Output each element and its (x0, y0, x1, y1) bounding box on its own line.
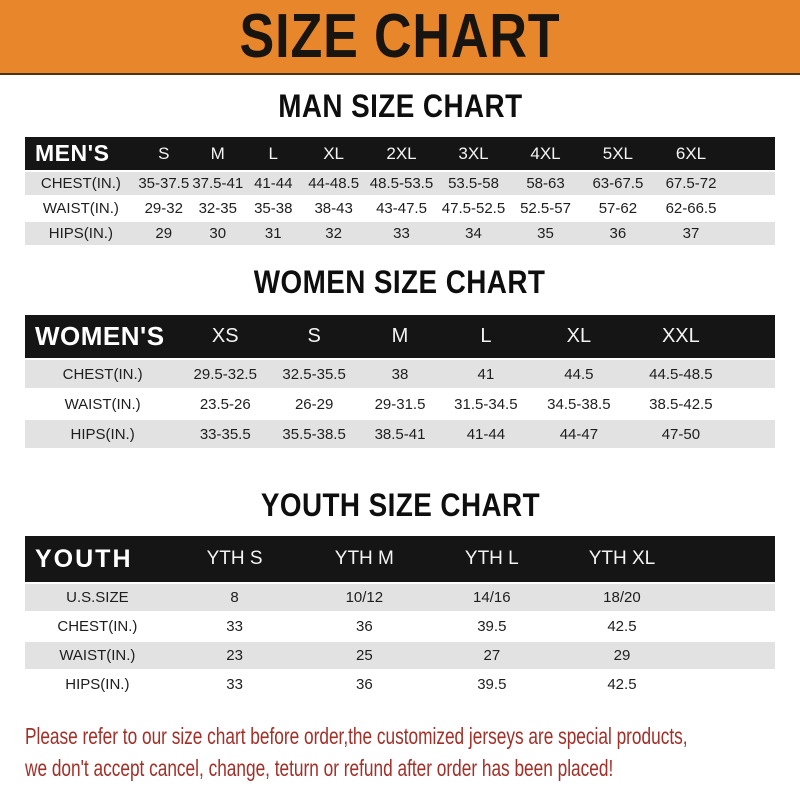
size-column-header: M (191, 137, 245, 171)
youth-size-chart-section (0, 486, 800, 700)
spacer-cell (689, 536, 775, 583)
footer-line-1 (25, 720, 775, 752)
size-value-cell: 29-32 (137, 196, 191, 221)
size-value-cell: 58-63 (510, 171, 582, 196)
youth-table-header-row (25, 536, 775, 583)
size-value-cell: 29.5-32.5 (180, 359, 270, 389)
table-row (25, 419, 775, 449)
size-value-cell: 33 (170, 670, 300, 699)
size-value-cell: 41 (442, 359, 530, 389)
men-section-heading-text: MAN SIZE CHART (277, 88, 523, 124)
size-value-cell: 31 (245, 221, 302, 246)
spacer-cell (734, 419, 775, 449)
youth-size-table (25, 536, 775, 700)
youth-table-title: YOUTH (25, 536, 170, 583)
size-value-cell: 38.5-42.5 (628, 389, 734, 419)
women-size-table (25, 315, 775, 450)
men-table-header-row (25, 137, 775, 171)
women-table-title: WOMEN'S (25, 315, 180, 359)
size-value-cell: 52.5-57 (510, 196, 582, 221)
size-value-cell: 23.5-26 (180, 389, 270, 419)
spacer-cell (734, 389, 775, 419)
size-value-cell: 31.5-34.5 (442, 389, 530, 419)
footer-note (25, 720, 775, 784)
size-value-cell: 44.5-48.5 (628, 359, 734, 389)
size-value-cell: 41-44 (442, 419, 530, 449)
size-value-cell: 36 (582, 221, 655, 246)
row-label: U.S.SIZE (25, 583, 170, 612)
size-value-cell: 53.5-58 (438, 171, 510, 196)
row-label: CHEST(IN.) (25, 612, 170, 641)
women-section-heading (0, 263, 800, 301)
size-column-header: S (270, 315, 358, 359)
size-value-cell: 37.5-41 (191, 171, 245, 196)
size-column-header: L (442, 315, 530, 359)
size-value-cell: 26-29 (270, 389, 358, 419)
size-column-header: YTH M (299, 536, 429, 583)
size-value-cell: 67.5-72 (654, 171, 728, 196)
men-table-title: MEN'S (25, 137, 137, 171)
size-value-cell: 42.5 (554, 612, 689, 641)
size-value-cell: 32.5-35.5 (270, 359, 358, 389)
table-row (25, 641, 775, 670)
size-column-header: 3XL (438, 137, 510, 171)
table-row (25, 583, 775, 612)
size-column-header: 5XL (582, 137, 655, 171)
size-value-cell: 37 (654, 221, 728, 246)
table-row (25, 221, 775, 246)
banner-title: SIZE CHART (239, 2, 561, 71)
women-table-header-row (25, 315, 775, 359)
size-value-cell: 47-50 (628, 419, 734, 449)
youth-section-heading-text: YOUTH SIZE CHART (260, 487, 540, 523)
size-value-cell: 32 (302, 221, 366, 246)
row-label: HIPS(IN.) (25, 670, 170, 699)
spacer-cell (689, 583, 775, 612)
row-label: CHEST(IN.) (25, 171, 137, 196)
men-size-chart-section (0, 87, 800, 247)
size-value-cell: 38.5-41 (358, 419, 442, 449)
size-value-cell: 29 (137, 221, 191, 246)
size-value-cell: 8 (170, 583, 300, 612)
size-column-header: YTH XL (554, 536, 689, 583)
row-label: CHEST(IN.) (25, 359, 180, 389)
size-column-header: XL (302, 137, 366, 171)
footer-line-2 (25, 752, 775, 784)
table-row (25, 612, 775, 641)
table-row (25, 196, 775, 221)
size-value-cell: 38-43 (302, 196, 366, 221)
size-value-cell: 47.5-52.5 (438, 196, 510, 221)
table-row (25, 389, 775, 419)
size-value-cell: 44-48.5 (302, 171, 366, 196)
size-column-header: XXL (628, 315, 734, 359)
size-value-cell: 10/12 (299, 583, 429, 612)
size-chart-sections (0, 87, 800, 700)
spacer-cell (728, 221, 775, 246)
spacer-cell (689, 670, 775, 699)
men-section-heading (0, 87, 800, 125)
size-value-cell: 44.5 (530, 359, 628, 389)
youth-section-heading (0, 486, 800, 524)
footer-line-2-text: we don't accept cancel, change, teturn or refund after order has been placed! (25, 755, 614, 781)
table-row (25, 171, 775, 196)
spacer-cell (734, 359, 775, 389)
size-value-cell: 14/16 (429, 583, 554, 612)
women-section-heading-text: WOMEN SIZE CHART (254, 264, 546, 300)
footer-line-1-text: Please refer to our size chart before order,the customized jerseys are special products, (25, 723, 688, 749)
size-column-header: 4XL (510, 137, 582, 171)
size-value-cell: 57-62 (582, 196, 655, 221)
size-value-cell: 25 (299, 641, 429, 670)
size-value-cell: 39.5 (429, 612, 554, 641)
size-value-cell: 33-35.5 (180, 419, 270, 449)
size-value-cell: 63-67.5 (582, 171, 655, 196)
size-column-header: XS (180, 315, 270, 359)
table-row (25, 359, 775, 389)
size-value-cell: 23 (170, 641, 300, 670)
spacer-cell (728, 171, 775, 196)
size-value-cell: 41-44 (245, 171, 302, 196)
spacer-cell (728, 137, 775, 171)
size-column-header: XL (530, 315, 628, 359)
size-column-header: S (137, 137, 191, 171)
size-value-cell: 36 (299, 612, 429, 641)
women-size-chart-section (0, 263, 800, 450)
size-chart-banner (0, 0, 800, 75)
size-value-cell: 39.5 (429, 670, 554, 699)
row-label: WAIST(IN.) (25, 196, 137, 221)
size-value-cell: 35 (510, 221, 582, 246)
spacer-cell (689, 612, 775, 641)
size-value-cell: 29-31.5 (358, 389, 442, 419)
size-value-cell: 30 (191, 221, 245, 246)
size-value-cell: 34 (438, 221, 510, 246)
size-value-cell: 34.5-38.5 (530, 389, 628, 419)
size-column-header: L (245, 137, 302, 171)
size-value-cell: 27 (429, 641, 554, 670)
spacer-cell (689, 641, 775, 670)
men-size-table (25, 137, 775, 247)
row-label: HIPS(IN.) (25, 419, 180, 449)
size-value-cell: 29 (554, 641, 689, 670)
size-value-cell: 36 (299, 670, 429, 699)
size-value-cell: 35-38 (245, 196, 302, 221)
size-column-header: YTH L (429, 536, 554, 583)
spacer-cell (734, 315, 775, 359)
size-value-cell: 32-35 (191, 196, 245, 221)
row-label: HIPS(IN.) (25, 221, 137, 246)
row-label: WAIST(IN.) (25, 389, 180, 419)
size-column-header: YTH S (170, 536, 300, 583)
table-row (25, 670, 775, 699)
size-value-cell: 33 (170, 612, 300, 641)
size-value-cell: 35-37.5 (137, 171, 191, 196)
size-value-cell: 43-47.5 (366, 196, 438, 221)
size-value-cell: 38 (358, 359, 442, 389)
size-column-header: M (358, 315, 442, 359)
size-value-cell: 62-66.5 (654, 196, 728, 221)
size-value-cell: 42.5 (554, 670, 689, 699)
size-column-header: 2XL (366, 137, 438, 171)
size-value-cell: 33 (366, 221, 438, 246)
size-value-cell: 35.5-38.5 (270, 419, 358, 449)
size-value-cell: 44-47 (530, 419, 628, 449)
row-label: WAIST(IN.) (25, 641, 170, 670)
spacer-cell (728, 196, 775, 221)
size-value-cell: 18/20 (554, 583, 689, 612)
size-value-cell: 48.5-53.5 (366, 171, 438, 196)
size-column-header: 6XL (654, 137, 728, 171)
